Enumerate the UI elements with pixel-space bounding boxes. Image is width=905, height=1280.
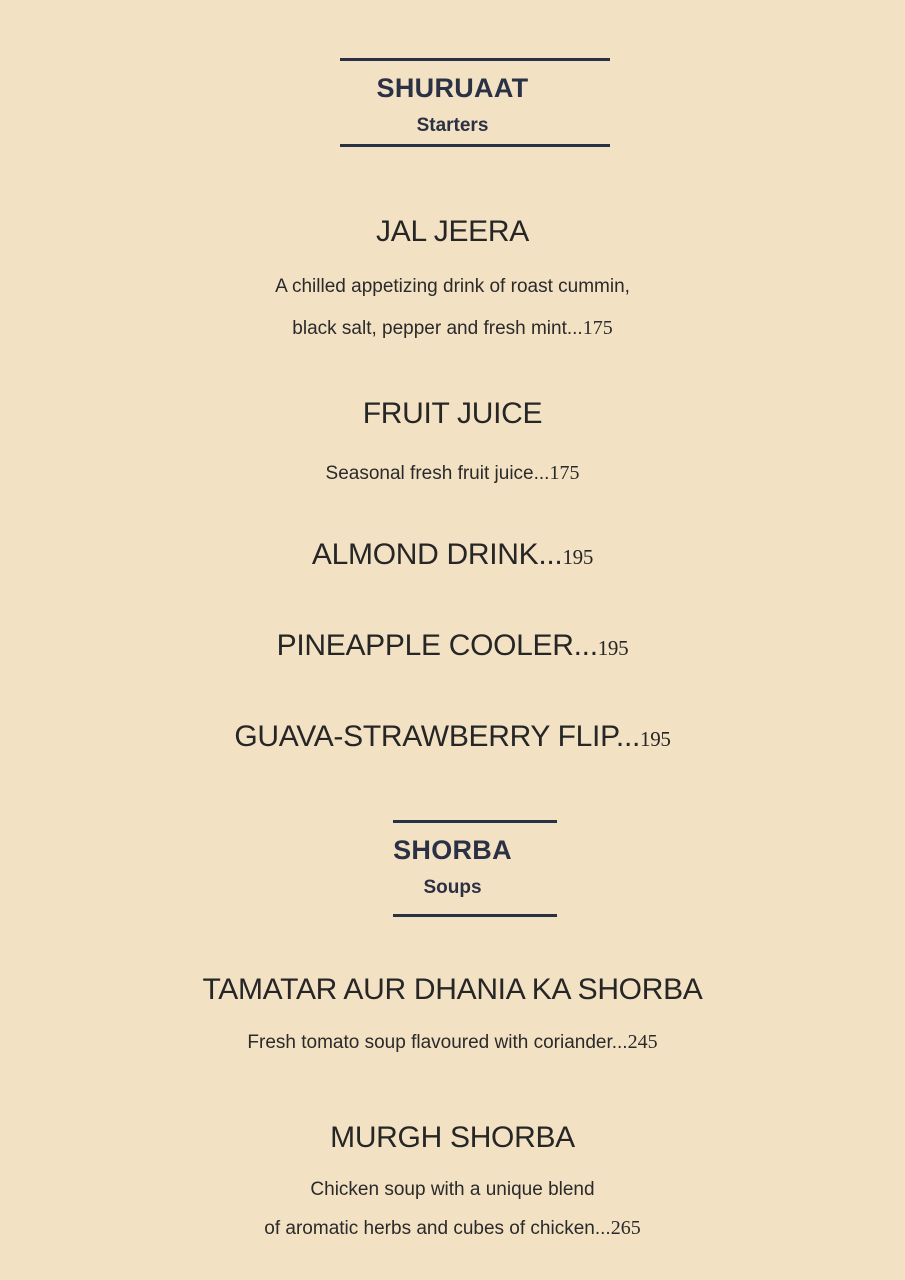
menu-item-name: MURGH SHORBA (330, 1121, 575, 1154)
menu-item-description-line (0, 317, 905, 340)
menu-item (0, 720, 905, 754)
menu-item-name: ALMOND DRINK... (311, 538, 563, 571)
section-subtitle: Starters (416, 115, 489, 136)
menu-item-description-line (0, 1217, 905, 1240)
menu-item-price: 195 (597, 636, 629, 660)
menu-item-name: GUAVA-STRAWBERRY FLIP... (234, 720, 641, 753)
menu-item-description: Chicken soup with a unique blend (310, 1179, 595, 1200)
menu-item-description: A chilled appetizing drink of roast cummin, (275, 276, 630, 297)
menu-item (0, 629, 905, 663)
menu-item-price: 175 (582, 317, 613, 339)
menu-item-name: FRUIT JUICE (362, 397, 543, 430)
menu-item-price: 195 (562, 545, 594, 569)
section-top-rule (393, 820, 557, 823)
menu-item-description: Seasonal fresh fruit juice... (325, 463, 550, 484)
section-subtitle: Soups (423, 877, 482, 898)
menu-item (0, 538, 905, 572)
section-title: SHORBA (393, 835, 512, 865)
menu-item-price: 175 (549, 462, 580, 484)
menu-item-price: 195 (640, 727, 671, 751)
menu-item-price: 265 (610, 1217, 641, 1239)
menu-item-description-line (0, 1031, 905, 1054)
menu-item-description: Fresh tomato soup flavoured with coriander... (247, 1032, 628, 1053)
menu-item-name: PINEAPPLE COOLER... (276, 629, 598, 662)
menu-item-description: of aromatic herbs and cubes of chicken... (264, 1218, 611, 1239)
menu-item-description: black salt, pepper and fresh mint... (292, 318, 583, 339)
section-title: SHURUAAT (376, 73, 529, 103)
menu-item-description-line (0, 462, 905, 485)
menu-item-price: 245 (627, 1031, 658, 1053)
menu-item-name: TAMATAR AUR DHANIA KA SHORBA (202, 973, 703, 1006)
section-bottom-rule (340, 144, 610, 147)
menu-item-name: JAL JEERA (376, 215, 529, 248)
section-bottom-rule (393, 914, 557, 917)
section-top-rule (340, 58, 610, 61)
